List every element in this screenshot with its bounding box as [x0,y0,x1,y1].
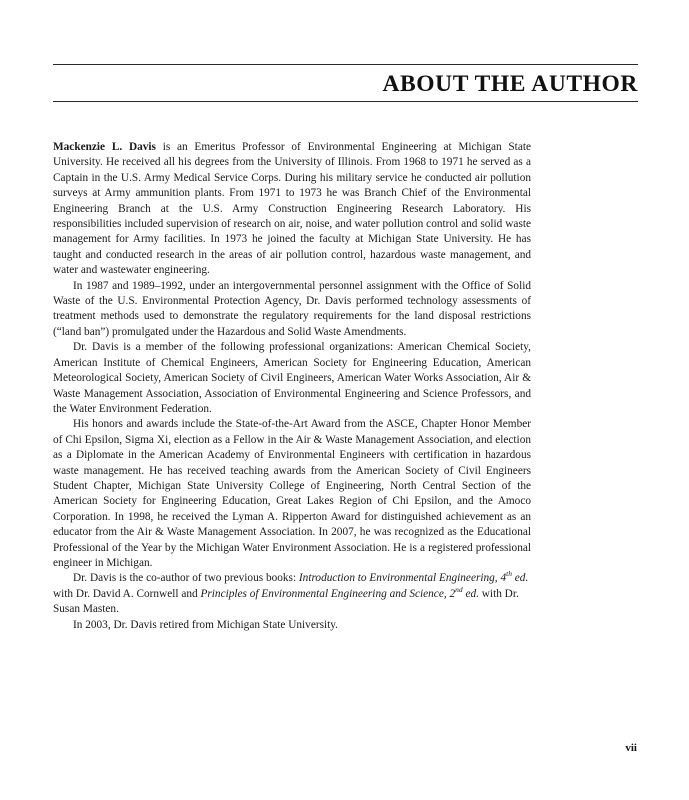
book-1-title: Introduction to Environmental Engineering, [298,572,498,585]
bio-paragraph-honors: His honors and awards include the State-of-the-Art Award from the ASCE, Chapter Honor Member of Chi Epsilon, Sigma Xi, election as a Fellow in the Air & Waste Management Association, and election as a Diplomate in the American Academy of Environmental Engineers with certification in hazardous waste management. He has received teaching awards from the American Society of Civil Engineers Student Chapter, Michigan State University College of Engineering, North Central Section of the American Society for Engineering Education, Great Lakes Region of Chi Epsilon, and the Amoco Corporation. In 1998, he received the Lyman A. Ripperton Award for distinguished achievement as an educator from the Air & Waste Management Association. In 2007, he was recognized as the Educational Professional of the Year by the Michigan Water Environment Association. He is a registered professional engineer in Michigan. [53,418,531,569]
bio-paragraph-organizations: Dr. Davis is a member of the following professional organizations: American Chemical Society, American Institute of Chemical Engineers, American Society for Engineering Education, American Meteorological Society, American Society of Civil Engineers, American Water Works Association, Air & Waste Management Association, Association of Environmental Engineering and Science Professors, and the Water Environment Federation. [53,341,531,415]
bio-paragraph-intro-text: is an Emeritus Professor of Environmental Engineering at Michigan State University. He received all his degrees from the University of Illinois. From 1968 to 1971 he served as a Captain in the U.S. Army Medical Service Corps. During his military service he conducted air pollution surveys at Army ammunition plants. From 1971 to 1973 he was Branch Chief of the Environmental Engineering Branch at the U.S. Army Construction Engineering Research Laboratory. His responsibilities included supervision of research on air, noise, and water pollution control and solid waste management for Army facilities. In 1973 he joined the faculty at Michigan State University. He has taught and conducted research in the areas of air pollution control, hazardous waste management, and water and wastewater engineering. [53,141,531,277]
author-name: Mackenzie L. Davis [53,141,156,153]
bio-paragraph-retirement: In 2003, Dr. Davis retired from Michigan State University. [73,618,339,631]
author-biography [53,140,531,633]
book-2-coauthor: with Dr. Susan Masten. [53,587,519,616]
books-intro: Dr. Davis is the co-author of two previous books: [73,572,299,585]
page-number: vii [625,742,637,754]
bio-paragraph-intro [53,140,531,279]
book-1-coauthor: with Dr. David A. Cornwell and [53,587,201,600]
bio-paragraph-epa: In 1987 and 1989–1992, under an intergovernmental personnel assignment with the Office of Solid Waste of the U.S. Environmental Protection Agency, Dr. Davis performed technology assessments of treatment methods used to demonstrate the regulatory requirements for the land disposal restrictions (“land ban”) promulgated under the Hazardous and Solid Waste Amendments. [53,279,531,338]
page-title: ABOUT THE AUTHOR [382,71,638,97]
bio-paragraph-books [53,571,531,617]
book-2-title: Principles of Environmental Engineering and Science, 2nd ed. [200,585,479,600]
header-top-rule [53,64,638,65]
book-1-edition: 4th ed. [500,569,529,585]
header-bottom-rule [53,101,638,102]
